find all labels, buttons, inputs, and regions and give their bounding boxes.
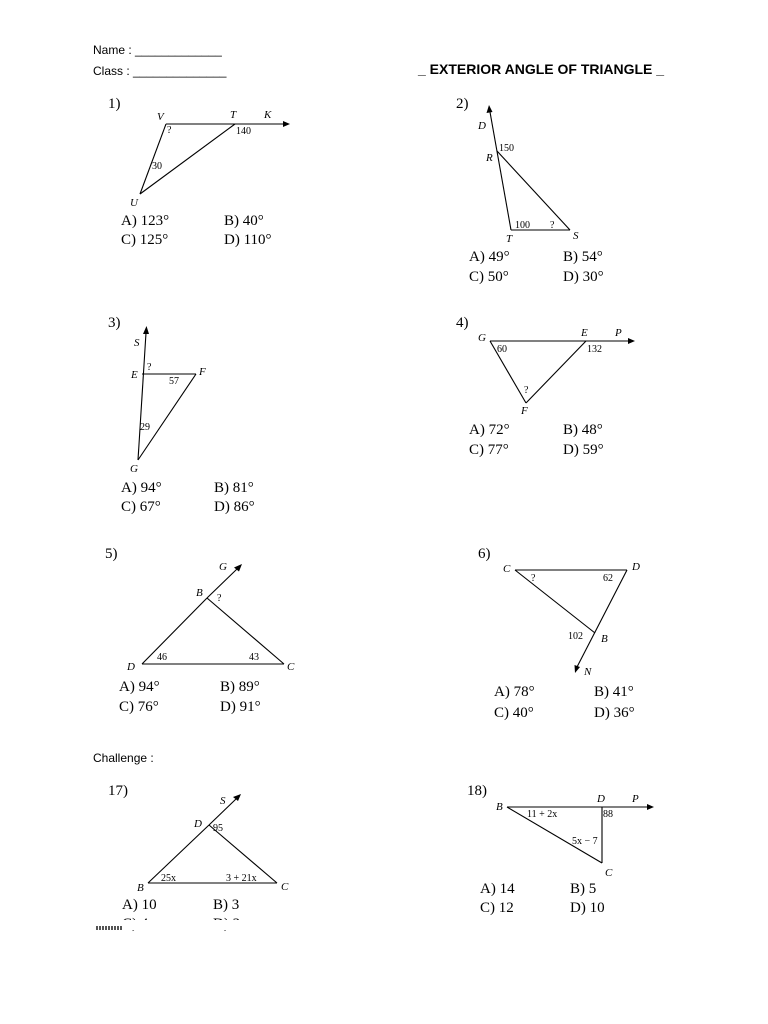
angle-label: 57 (169, 376, 179, 387)
point-label: B (601, 633, 608, 645)
answer-option-b[interactable]: B) 48° (563, 422, 603, 438)
answer-option-d[interactable]: D) 110° (224, 232, 272, 248)
problem-number: 1) (108, 96, 121, 112)
angle-label: ? (167, 125, 172, 136)
problem-number: 17) (108, 783, 128, 799)
answer-option-c[interactable]: C) 12 (480, 900, 514, 916)
angle-label: 11 + 2x (527, 809, 558, 820)
problem-number: 4) (456, 315, 469, 331)
answer-option-d[interactable]: D) 36° (594, 705, 635, 721)
answer-option-b[interactable]: B) 81° (214, 480, 254, 496)
point-label: C (287, 661, 295, 673)
answer-option-b[interactable]: B) 89° (220, 679, 260, 695)
angle-label: 132 (587, 344, 602, 355)
point-label: C (281, 881, 289, 893)
point-label: V (157, 111, 164, 123)
angle-label: 60 (497, 344, 507, 355)
answer-option-d[interactable]: D) 59° (563, 442, 604, 458)
answer-option-d[interactable]: D) 30° (563, 269, 604, 285)
point-label: G (478, 332, 486, 344)
point-label: P (632, 793, 639, 805)
point-label: R (486, 152, 493, 164)
angle-label: 3 + 21x (226, 873, 257, 884)
point-label: G (219, 561, 227, 573)
point-label: F (199, 366, 206, 378)
problem-number: 2) (456, 96, 469, 112)
problem-number: 5) (105, 546, 118, 562)
angle-label: 95 (213, 823, 223, 834)
angle-label: 46 (157, 652, 167, 663)
answer-option-a[interactable]: A) 123° (121, 213, 170, 229)
name-field-label: Name : _____________ (93, 43, 222, 57)
problem-number: 6) (478, 546, 491, 562)
point-label: B (496, 801, 503, 813)
point-label: G (130, 463, 138, 475)
scan-smudge (96, 926, 122, 930)
angle-label: 140 (236, 126, 251, 137)
angle-label: 43 (249, 652, 259, 663)
angle-label: 30 (152, 161, 162, 172)
answer-option-d[interactable]: D) 86° (214, 499, 255, 515)
answer-option-b[interactable]: B) 3 (213, 897, 240, 913)
answer-option-d[interactable]: D) 91° (220, 699, 261, 715)
point-label: B (196, 587, 203, 599)
answer-option-d[interactable]: D) 10 (570, 900, 605, 916)
page-crop-edge (95, 920, 395, 930)
point-label: K (264, 109, 272, 121)
point-label: S (134, 337, 140, 349)
angle-label: 102 (568, 631, 583, 642)
answer-option-a[interactable]: A) 10 (122, 897, 157, 913)
angle-label: ? (524, 385, 529, 396)
answer-option-a[interactable]: A) 94° (121, 480, 162, 496)
point-label: T (506, 233, 513, 245)
answer-option-c[interactable]: C) 125° (121, 232, 169, 248)
answer-option-b[interactable]: B) 40° (224, 213, 264, 229)
answer-option-a[interactable]: A) 49° (469, 249, 510, 265)
point-label: D (478, 120, 486, 132)
point-label: D (194, 818, 202, 830)
answer-option-c[interactable]: C) 67° (121, 499, 161, 515)
problem-number: 3) (108, 315, 121, 331)
angle-label: 150 (499, 143, 514, 154)
answer-option-a[interactable]: A) 94° (119, 679, 160, 695)
answer-option-a[interactable]: A) 72° (469, 422, 510, 438)
point-label: C (503, 563, 511, 575)
point-label: D (127, 661, 135, 673)
answer-option-b[interactable]: B) 54° (563, 249, 603, 265)
answer-option-c[interactable]: C) 40° (494, 705, 534, 721)
class-field-label: Class : ______________ (93, 64, 227, 78)
answer-option-a[interactable]: A) 78° (494, 684, 535, 700)
angle-label: 29 (140, 422, 150, 433)
point-label: D (597, 793, 605, 805)
answer-option-b[interactable]: B) 41° (594, 684, 634, 700)
answer-option-c[interactable]: C) 77° (469, 442, 509, 458)
angle-label: 88 (603, 809, 613, 820)
angle-label: 5x − 7 (572, 836, 598, 847)
point-label: B (137, 882, 144, 894)
answer-option-c[interactable]: C) 50° (469, 269, 509, 285)
angle-label: ? (147, 362, 152, 373)
problem-number: 18) (467, 783, 487, 799)
point-label: U (130, 197, 138, 209)
answer-option-c[interactable]: C) 76° (119, 699, 159, 715)
point-label: T (230, 109, 237, 121)
point-label: S (220, 795, 226, 807)
challenge-heading: Challenge : (93, 751, 154, 765)
point-label: C (605, 867, 613, 879)
point-label: F (521, 405, 528, 417)
point-label: E (131, 369, 138, 381)
point-label: N (584, 666, 592, 678)
angle-label: ? (531, 573, 536, 584)
angle-label: 62 (603, 573, 613, 584)
point-label: E (581, 327, 588, 339)
point-label: P (615, 327, 622, 339)
point-label: S (573, 230, 579, 242)
angle-label: ? (550, 220, 555, 231)
angle-label: ? (217, 593, 222, 604)
answer-option-a[interactable]: A) 14 (480, 881, 515, 897)
answer-option-b[interactable]: B) 5 (570, 881, 597, 897)
angle-label: 25x (161, 873, 176, 884)
point-label: D (632, 561, 640, 573)
angle-label: 100 (515, 220, 530, 231)
worksheet-title: _ EXTERIOR ANGLE OF TRIANGLE _ (418, 61, 665, 77)
